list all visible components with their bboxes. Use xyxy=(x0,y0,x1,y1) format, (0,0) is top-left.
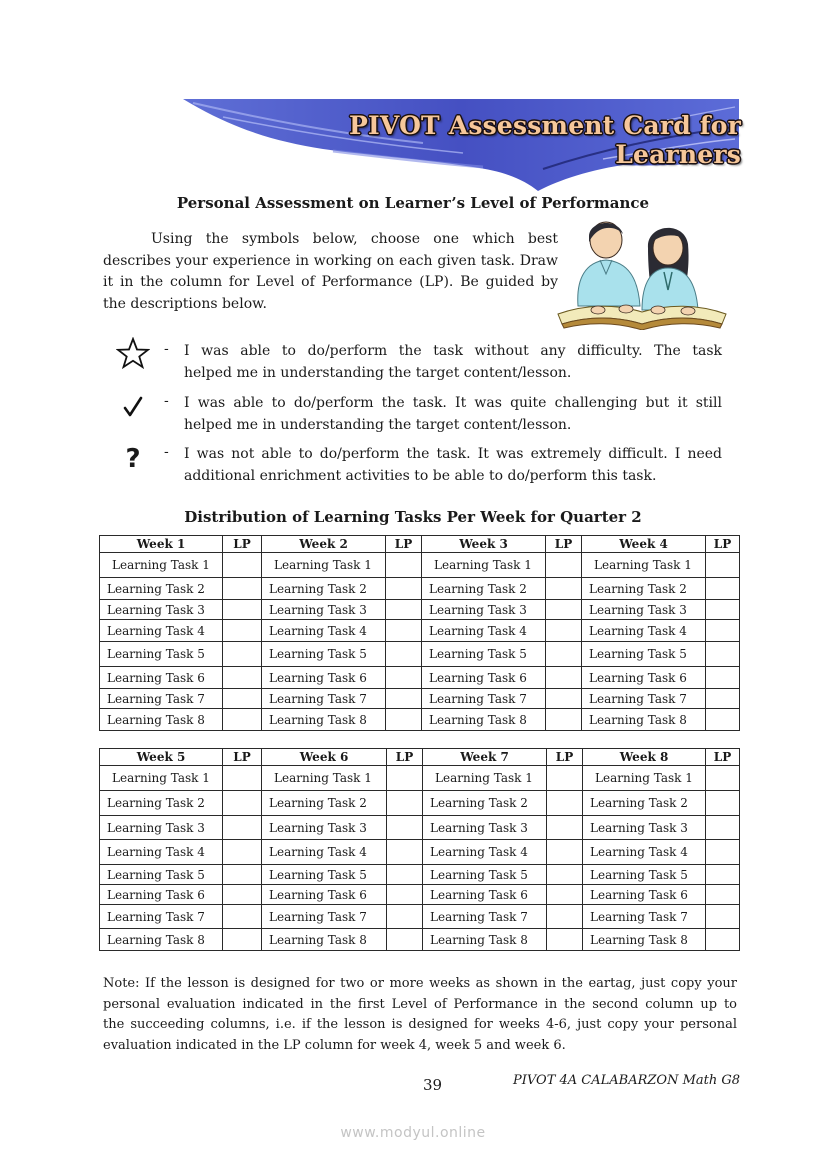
lp-cell[interactable] xyxy=(546,709,582,731)
learning-task-cell: Learning Task 6 xyxy=(262,667,386,689)
lp-cell[interactable] xyxy=(706,553,740,578)
lp-header: LP xyxy=(386,536,422,553)
lp-header: LP xyxy=(546,536,582,553)
lp-cell[interactable] xyxy=(547,816,583,840)
learning-task-cell: Learning Task 5 xyxy=(100,642,223,667)
learning-task-cell: Learning Task 2 xyxy=(423,791,547,816)
learning-task-cell: Learning Task 1 xyxy=(583,766,706,791)
lp-cell[interactable] xyxy=(223,642,262,667)
lp-cell[interactable] xyxy=(706,600,740,620)
lp-cell[interactable] xyxy=(706,642,740,667)
learning-task-cell: Learning Task 5 xyxy=(582,642,706,667)
learning-task-cell: Learning Task 2 xyxy=(583,791,706,816)
table-row xyxy=(100,905,740,929)
week-header: Week 7 xyxy=(423,749,547,766)
learning-task-cell: Learning Task 2 xyxy=(422,578,546,600)
week-header: Week 8 xyxy=(583,749,706,766)
weeks-1-4-table xyxy=(99,535,740,731)
learning-task-cell: Learning Task 6 xyxy=(423,885,547,905)
learning-task-cell: Learning Task 8 xyxy=(422,709,546,731)
learning-task-cell: Learning Task 1 xyxy=(582,553,706,578)
table-row xyxy=(100,578,740,600)
lp-cell[interactable] xyxy=(387,929,423,951)
page-number: 39 xyxy=(423,1076,443,1094)
lp-cell[interactable] xyxy=(706,865,740,885)
learning-task-cell: Learning Task 2 xyxy=(262,791,387,816)
question-mark-icon: ? xyxy=(125,444,141,474)
learning-task-cell: Learning Task 7 xyxy=(100,905,223,929)
lp-cell[interactable] xyxy=(706,791,740,816)
lp-cell[interactable] xyxy=(387,791,423,816)
learning-task-cell: Learning Task 1 xyxy=(262,766,387,791)
learning-task-cell: Learning Task 3 xyxy=(262,600,386,620)
learning-task-cell: Learning Task 7 xyxy=(100,689,223,709)
intro-line: Draw it in the column for Level of Performance (LP). Be xyxy=(103,252,558,290)
lp-cell[interactable] xyxy=(386,600,422,620)
learning-task-cell: Learning Task 5 xyxy=(422,642,546,667)
learning-task-cell: Learning Task 6 xyxy=(422,667,546,689)
table-header-row xyxy=(100,749,740,766)
table-row xyxy=(100,766,740,791)
learning-task-cell: Learning Task 1 xyxy=(100,766,223,791)
lp-cell[interactable] xyxy=(706,905,740,929)
lp-cell[interactable] xyxy=(706,689,740,709)
learning-task-cell: Learning Task 3 xyxy=(262,816,387,840)
table-row xyxy=(100,885,740,905)
lp-cell[interactable] xyxy=(547,929,583,951)
learning-task-cell: Learning Task 7 xyxy=(262,905,387,929)
learning-task-cell: Learning Task 6 xyxy=(582,667,706,689)
lp-cell[interactable] xyxy=(223,905,262,929)
lp-cell[interactable] xyxy=(386,553,422,578)
table-row xyxy=(100,620,740,642)
learning-task-cell: Learning Task 4 xyxy=(262,620,386,642)
lp-cell[interactable] xyxy=(386,642,422,667)
learning-task-cell: Learning Task 5 xyxy=(100,865,223,885)
lp-header: LP xyxy=(706,536,740,553)
learning-task-cell: Learning Task 4 xyxy=(423,840,547,865)
learning-task-cell: Learning Task 6 xyxy=(583,885,706,905)
lp-cell[interactable] xyxy=(386,578,422,600)
lp-cell[interactable] xyxy=(706,929,740,951)
week-header: Week 6 xyxy=(262,749,387,766)
students-reading-book-illustration xyxy=(556,218,728,330)
learning-task-cell: Learning Task 4 xyxy=(100,840,223,865)
learning-task-cell: Learning Task 8 xyxy=(583,929,706,951)
lp-cell[interactable] xyxy=(223,885,262,905)
learning-task-cell: Learning Task 3 xyxy=(100,600,223,620)
learning-task-cell: Learning Task 6 xyxy=(100,667,223,689)
lp-header: LP xyxy=(706,749,740,766)
note-line: the succeeding columns, i.e. if the lesson is designed for weeks 4-6, just copy your personal xyxy=(103,1017,737,1032)
lp-cell[interactable] xyxy=(706,766,740,791)
learning-task-cell: Learning Task 5 xyxy=(262,642,386,667)
lp-cell[interactable] xyxy=(547,865,583,885)
lp-cell[interactable] xyxy=(387,885,423,905)
lp-cell[interactable] xyxy=(706,578,740,600)
lp-cell[interactable] xyxy=(706,667,740,689)
learning-task-cell: Learning Task 4 xyxy=(422,620,546,642)
learning-task-cell: Learning Task 8 xyxy=(582,709,706,731)
lp-cell[interactable] xyxy=(223,620,262,642)
legend-description: I was able to do/perform the task without any difficulty. The task helped me in understanding the target content/lesson. xyxy=(184,343,722,381)
week-header: Week 1 xyxy=(100,536,223,553)
lp-cell[interactable] xyxy=(706,885,740,905)
learning-task-cell: Learning Task 4 xyxy=(583,840,706,865)
star-icon xyxy=(114,337,152,373)
lp-cell[interactable] xyxy=(706,709,740,731)
learning-task-cell: Learning Task 4 xyxy=(262,840,387,865)
table-row xyxy=(100,689,740,709)
learning-task-cell: Learning Task 5 xyxy=(583,865,706,885)
learning-task-cell: Learning Task 2 xyxy=(100,791,223,816)
lp-cell[interactable] xyxy=(223,600,262,620)
lp-cell[interactable] xyxy=(706,620,740,642)
learning-task-cell: Learning Task 8 xyxy=(423,929,547,951)
week-header: Week 2 xyxy=(262,536,386,553)
table-row xyxy=(100,553,740,578)
lp-cell[interactable] xyxy=(546,642,582,667)
learning-task-cell: Learning Task 3 xyxy=(582,600,706,620)
note-line: personal evaluation indicated in the first Level of Performance in the second column up to xyxy=(103,996,737,1012)
lp-cell[interactable] xyxy=(387,865,423,885)
intro-line: describes your experience in working on each given task. xyxy=(103,252,515,269)
lp-cell[interactable] xyxy=(223,929,262,951)
lp-cell[interactable] xyxy=(387,905,423,929)
learning-task-cell: Learning Task 7 xyxy=(423,905,547,929)
week-header: Week 3 xyxy=(422,536,546,553)
legend-description: I was able to do/perform the task. It was quite challenging but it still helped me in understanding the target content/lesson. xyxy=(184,395,722,433)
lp-cell[interactable] xyxy=(546,620,582,642)
lp-cell[interactable] xyxy=(386,620,422,642)
learning-task-cell: Learning Task 7 xyxy=(262,689,386,709)
lp-cell[interactable] xyxy=(547,766,583,791)
learning-task-cell: Learning Task 7 xyxy=(582,689,706,709)
learning-task-cell: Learning Task 8 xyxy=(262,929,387,951)
lp-cell[interactable] xyxy=(386,709,422,731)
lp-header: LP xyxy=(223,536,262,553)
lp-cell[interactable] xyxy=(547,905,583,929)
lp-cell[interactable] xyxy=(546,667,582,689)
lp-cell[interactable] xyxy=(547,840,583,865)
learning-task-cell: Learning Task 3 xyxy=(583,816,706,840)
intro-line: Using the symbols below, choose one which best xyxy=(151,231,558,247)
lp-cell[interactable] xyxy=(223,578,262,600)
learning-task-cell: Learning Task 1 xyxy=(100,553,223,578)
lp-cell[interactable] xyxy=(706,816,740,840)
learning-task-cell: Learning Task 1 xyxy=(422,553,546,578)
learning-task-cell: Learning Task 2 xyxy=(582,578,706,600)
lp-cell[interactable] xyxy=(223,553,262,578)
lp-cell[interactable] xyxy=(387,840,423,865)
lp-cell[interactable] xyxy=(547,885,583,905)
table-row xyxy=(100,791,740,816)
note-line: Note: If the lesson is designed for two or more weeks as shown in the eartag, just copy your xyxy=(103,976,737,991)
legend-dash: - xyxy=(164,444,169,460)
learning-task-cell: Learning Task 3 xyxy=(422,600,546,620)
table-row xyxy=(100,667,740,689)
watermark: www.modyul.online xyxy=(340,1125,486,1141)
intro-line: guided by the descriptions below. xyxy=(103,274,558,312)
learning-task-cell: Learning Task 5 xyxy=(423,865,547,885)
footer-reference: PIVOT 4A CALABARZON Math G8 xyxy=(513,1073,741,1088)
lp-cell[interactable] xyxy=(546,553,582,578)
learning-task-cell: Learning Task 7 xyxy=(422,689,546,709)
legend-dash: - xyxy=(164,393,169,409)
table-row xyxy=(100,929,740,951)
learning-task-cell: Learning Task 2 xyxy=(262,578,386,600)
lp-cell[interactable] xyxy=(546,600,582,620)
learning-task-cell: Learning Task 5 xyxy=(262,865,387,885)
learning-task-cell: Learning Task 8 xyxy=(100,709,223,731)
learning-task-cell: Learning Task 6 xyxy=(100,885,223,905)
lp-cell[interactable] xyxy=(223,709,262,731)
learning-task-cell: Learning Task 2 xyxy=(100,578,223,600)
learning-task-cell: Learning Task 1 xyxy=(262,553,386,578)
learning-task-cell: Learning Task 3 xyxy=(423,816,547,840)
lp-cell[interactable] xyxy=(386,667,422,689)
banner-title: PIVOT Assessment Card for Learners xyxy=(349,111,741,169)
legend-dash: - xyxy=(164,341,169,357)
lp-header: LP xyxy=(223,749,262,766)
learning-task-cell: Learning Task 7 xyxy=(583,905,706,929)
learning-task-cell: Learning Task 3 xyxy=(100,816,223,840)
lp-cell[interactable] xyxy=(387,766,423,791)
title-banner xyxy=(183,99,739,191)
table-row xyxy=(100,709,740,731)
lp-cell[interactable] xyxy=(546,578,582,600)
lp-cell[interactable] xyxy=(547,791,583,816)
lp-cell[interactable] xyxy=(223,791,262,816)
table-row xyxy=(100,600,740,620)
week-header: Week 4 xyxy=(582,536,706,553)
legend-description: I was not able to do/perform the task. It was extremely difficult. I need additional enrichment activities to be able to do/perform this task. xyxy=(184,446,722,484)
lp-cell[interactable] xyxy=(546,689,582,709)
week-header: Week 5 xyxy=(100,749,223,766)
lp-header: LP xyxy=(547,749,583,766)
lp-cell[interactable] xyxy=(387,816,423,840)
table-row xyxy=(100,642,740,667)
table-row xyxy=(100,816,740,840)
table-row xyxy=(100,840,740,865)
lp-cell[interactable] xyxy=(223,667,262,689)
section-title: Personal Assessment on Learner’s Level of Performance xyxy=(176,194,650,212)
lp-cell[interactable] xyxy=(223,816,262,840)
learning-task-cell: Learning Task 4 xyxy=(582,620,706,642)
table-row xyxy=(100,865,740,885)
lp-cell[interactable] xyxy=(223,766,262,791)
lp-cell[interactable] xyxy=(223,840,262,865)
learning-task-cell: Learning Task 4 xyxy=(100,620,223,642)
lp-header: LP xyxy=(387,749,423,766)
check-icon xyxy=(114,395,152,423)
intro-paragraph xyxy=(103,229,558,315)
lp-cell[interactable] xyxy=(706,840,740,865)
lp-cell[interactable] xyxy=(386,689,422,709)
learning-task-cell: Learning Task 8 xyxy=(100,929,223,951)
weeks-5-8-table xyxy=(99,748,740,951)
learning-task-cell: Learning Task 6 xyxy=(262,885,387,905)
distribution-title: Distribution of Learning Tasks Per Week for Quarter 2 xyxy=(184,508,642,526)
lp-cell[interactable] xyxy=(223,689,262,709)
lp-cell[interactable] xyxy=(223,865,262,885)
note-line: evaluation indicated in the LP column for week 4, week 5 and week 6. xyxy=(103,1037,566,1053)
table-header-row xyxy=(100,536,740,553)
learning-task-cell: Learning Task 8 xyxy=(262,709,386,731)
learning-task-cell: Learning Task 1 xyxy=(423,766,547,791)
note-paragraph xyxy=(103,974,737,1056)
